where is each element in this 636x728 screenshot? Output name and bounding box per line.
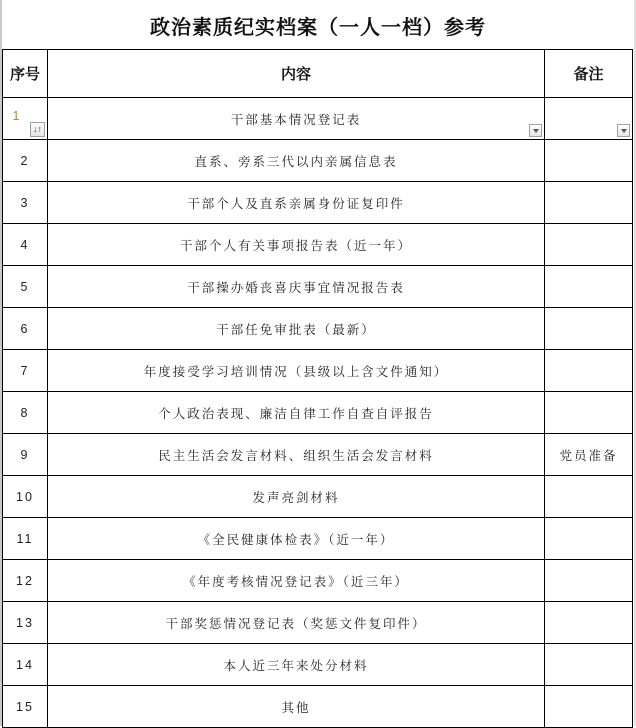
cell-content[interactable]: 个人政治表现、廉洁自律工作自查自评报告 <box>48 392 545 434</box>
page-title: 政治素质纪实档案（一人一档）参考 <box>150 14 486 39</box>
cell-remark[interactable] <box>545 350 633 392</box>
cell-remark[interactable] <box>545 98 633 140</box>
cell-num[interactable]: 4 <box>3 224 48 266</box>
cell-num[interactable]: 2 <box>3 140 48 182</box>
cell-content[interactable]: 直系、旁系三代以内亲属信息表 <box>48 140 545 182</box>
table-row <box>3 98 633 140</box>
cell-num[interactable]: 9 <box>3 434 48 476</box>
table-row <box>3 392 633 434</box>
table-row <box>3 476 633 518</box>
cell-num[interactable]: 6 <box>3 308 48 350</box>
header-content: 内容 <box>48 50 545 98</box>
cell-remark[interactable] <box>545 266 633 308</box>
sort-filter-button[interactable] <box>30 122 45 137</box>
content-text: 干部基本情况登记表 <box>230 111 362 127</box>
table-row <box>3 140 633 182</box>
table-row <box>3 560 633 602</box>
cell-num[interactable]: 5 <box>3 266 48 308</box>
cell-content[interactable]: 干部任免审批表（最新） <box>48 308 545 350</box>
table-row <box>3 266 633 308</box>
table-row <box>3 224 633 266</box>
cell-num[interactable]: 14 <box>3 644 48 686</box>
cell-remark[interactable] <box>545 140 633 182</box>
cell-content[interactable]: 干部奖惩情况登记表（奖惩文件复印件） <box>48 602 545 644</box>
table-row <box>3 182 633 224</box>
cell-remark[interactable] <box>545 602 633 644</box>
cell-remark[interactable] <box>545 182 633 224</box>
sort-icon: ↓↑ <box>33 124 42 134</box>
archive-table <box>2 49 633 728</box>
header-remark: 备注 <box>545 50 633 98</box>
dropdown-arrow-icon <box>533 129 539 133</box>
cell-num[interactable]: 11 <box>3 518 48 560</box>
table-row <box>3 644 633 686</box>
cell-remark[interactable] <box>545 476 633 518</box>
cell-remark[interactable] <box>545 518 633 560</box>
remark-filter-button[interactable] <box>617 124 630 137</box>
cell-num[interactable]: 15 <box>3 686 48 728</box>
cell-num[interactable] <box>3 98 48 140</box>
cell-content[interactable]: 发声亮剑材料 <box>48 476 545 518</box>
table-row <box>3 686 633 728</box>
cell-content[interactable]: 《全民健康体检表》（近一年） <box>48 518 545 560</box>
table-row <box>3 308 633 350</box>
cell-remark[interactable] <box>545 308 633 350</box>
header-row <box>3 50 633 98</box>
row-number: 1 <box>12 108 22 123</box>
cell-num[interactable]: 8 <box>3 392 48 434</box>
cell-remark[interactable]: 党员准备 <box>545 434 633 476</box>
cell-content[interactable]: 年度接受学习培训情况（县级以上含文件通知） <box>48 350 545 392</box>
cell-num[interactable]: 12 <box>3 560 48 602</box>
cell-content[interactable]: 干部操办婚丧喜庆事宜情况报告表 <box>48 266 545 308</box>
cell-num[interactable]: 7 <box>3 350 48 392</box>
table-row <box>3 518 633 560</box>
cell-remark[interactable] <box>545 224 633 266</box>
header-num: 序号 <box>3 50 48 98</box>
table-row <box>3 602 633 644</box>
cell-remark[interactable] <box>545 644 633 686</box>
cell-num[interactable]: 13 <box>3 602 48 644</box>
table-row <box>3 350 633 392</box>
cell-content[interactable]: 干部个人有关事项报告表（近一年） <box>48 224 545 266</box>
cell-content[interactable]: 《年度考核情况登记表》（近三年） <box>48 560 545 602</box>
cell-content[interactable]: 干部个人及直系亲属身份证复印件 <box>48 182 545 224</box>
cell-remark[interactable] <box>545 560 633 602</box>
cell-remark[interactable] <box>545 392 633 434</box>
cell-content[interactable]: 民主生活会发言材料、组织生活会发言材料 <box>48 434 545 476</box>
dropdown-arrow-icon <box>621 129 627 133</box>
cell-remark[interactable] <box>545 686 633 728</box>
content-filter-button[interactable] <box>529 124 542 137</box>
cell-num[interactable]: 3 <box>3 182 48 224</box>
table-row <box>3 434 633 476</box>
cell-content[interactable] <box>48 98 545 140</box>
cell-num[interactable]: 10 <box>3 476 48 518</box>
cell-content[interactable]: 其他 <box>48 686 545 728</box>
cell-content[interactable]: 本人近三年来处分材料 <box>48 644 545 686</box>
